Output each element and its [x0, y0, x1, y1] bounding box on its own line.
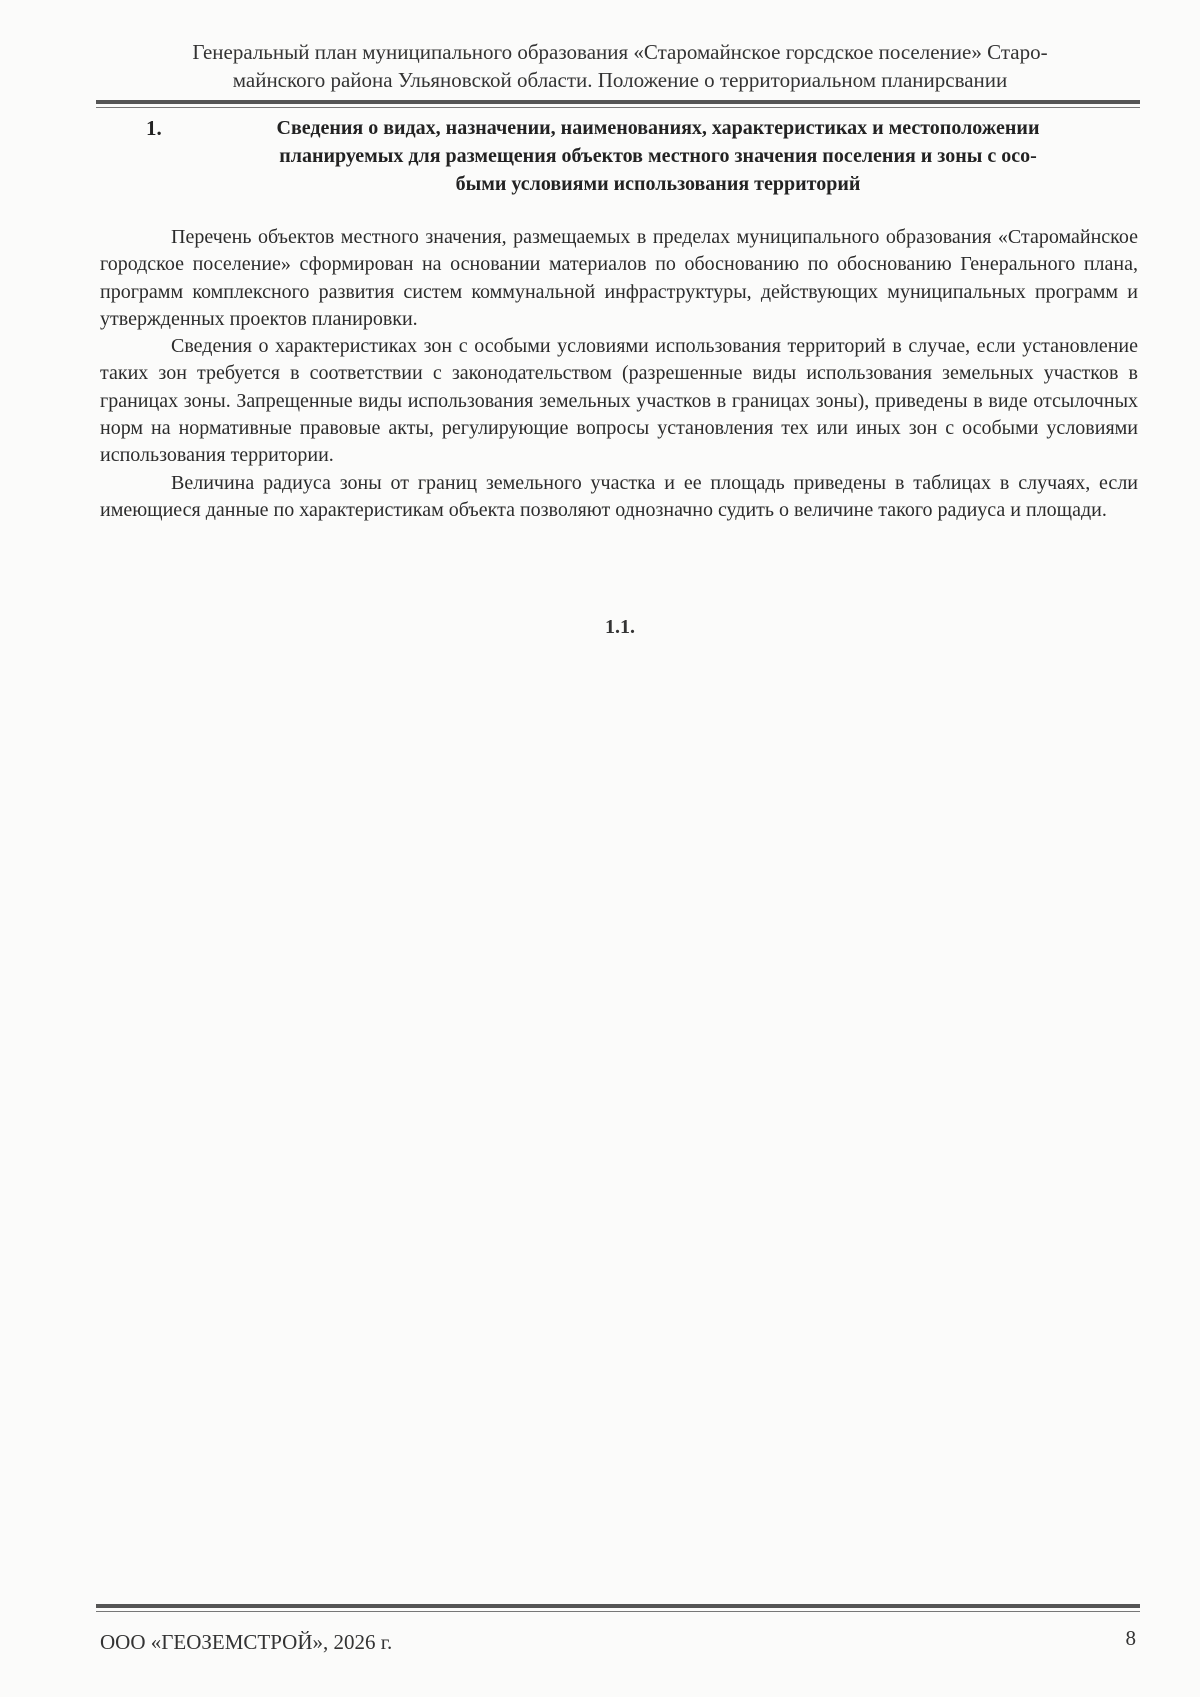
header-rule-thin — [96, 107, 1140, 108]
header-rule — [96, 100, 1140, 104]
footer-rule — [96, 1604, 1140, 1608]
paragraph: Перечень объектов местного значения, размещаемых в пределах муниципального образования «Старомайнское городское поселение» сформирован на основании материалов по обоснованию по обоснованию Генерального плана, программ комплексного развития систем коммунальной инфраструктуры, действующих муниципальных программ и утвержденных проектов планировки. — [100, 226, 1138, 330]
running-header-line-1: Генеральный план муниципального образования «Старомайнское горсдское поселение» Старо- — [192, 40, 1048, 64]
body-text — [100, 224, 1138, 524]
section-heading — [146, 114, 1130, 198]
subsection-number: 1.1. — [605, 616, 635, 638]
section-number: 1. — [146, 116, 162, 140]
section-heading-line-3: быми условиями использования территорий — [455, 173, 861, 195]
paragraph: Сведения о характеристиках зон с особыми условиями использования территорий в случае, если установление таких зон требуется в соответствии с законодательством (разрешенные виды использования земельных участков в границах зоны. Запрещенные виды использования земельных участков в границах зоны), приведены в виде отсылочных норм на нормативные правовые акты, регулирующие вопросы установления тех или иных зон с особыми условиями использования территории. — [100, 335, 1138, 467]
running-header-line-2: майнского района Ульяновской области. Положение о территориальном планирсвании — [232, 68, 1008, 92]
paragraph: Величина радиуса зоны от границ земельного участка и ее площадь приведены в таблицах в случаях, если имеющиеся данные по характеристикам объекта позволяют однозначно судить о величине такого радиуса и площади. — [100, 471, 1138, 521]
footer-company: ООО «ГЕОЗЕМСТРОЙ», 2026 г. — [100, 1630, 393, 1654]
page-number: 8 — [1125, 1626, 1136, 1650]
running-header — [100, 38, 1140, 94]
footer-rule-thin — [96, 1611, 1140, 1612]
section-heading-line-1: Сведения о видах, назначении, наименованиях, характеристиках и местоположении — [276, 117, 1040, 139]
section-heading-line-2: планируемых для размещения объектов местного значения поселения и зоны с осо- — [279, 145, 1037, 167]
